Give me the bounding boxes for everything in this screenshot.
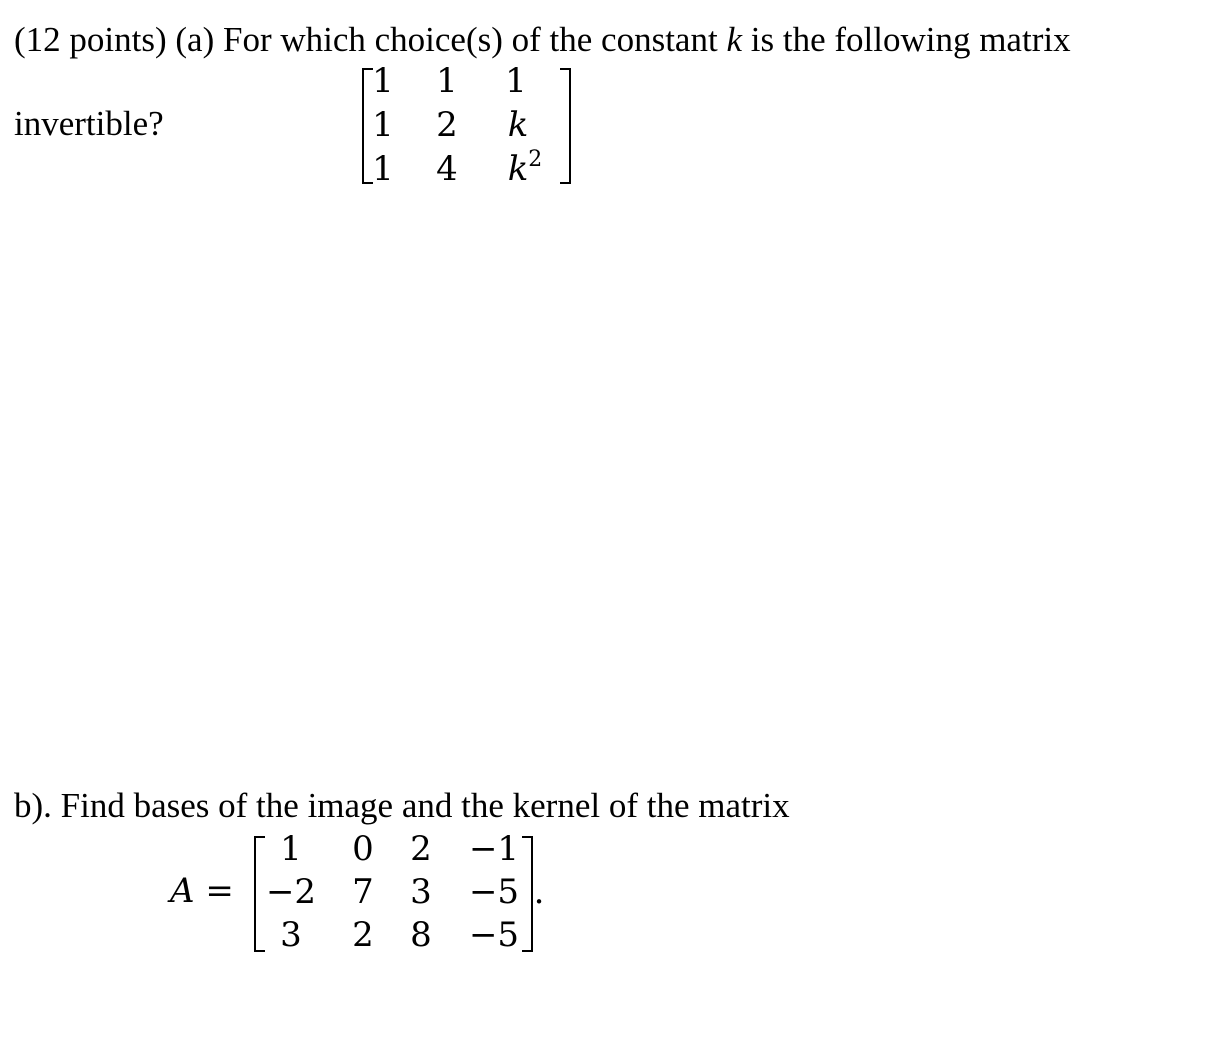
matrix-cell: −1 [468, 829, 520, 869]
matrix-cell: 2 [352, 915, 374, 955]
matrix-cell: 1 [505, 61, 527, 101]
matrix-cell: 7 [352, 872, 374, 912]
matrix-cell: 1 [436, 61, 458, 101]
matrix-cell: 1 [372, 61, 394, 101]
matrix-cell [500, 147, 550, 189]
matrix-cell: 0 [352, 829, 374, 869]
part-a-invertible-label: invertible? [14, 104, 164, 143]
matrix-cell: 1 [372, 149, 394, 189]
matrix-cell: 8 [410, 915, 432, 955]
matrix-cell: −2 [265, 872, 317, 912]
matrix-cell: 2 [410, 829, 432, 869]
part-a-prompt [14, 20, 1071, 60]
matrix-cell: k [507, 105, 529, 145]
part-a-variable-k: k [726, 20, 742, 59]
matrix-a-label-text: A = [170, 871, 234, 911]
matrix-a-label [170, 872, 240, 910]
matrix-cell: 2 [436, 105, 458, 145]
trailing-period: . [533, 872, 545, 912]
part-a-prompt-suffix: is the following matrix [742, 20, 1071, 59]
part-a-prompt-prefix: (12 points) (a) For which choice(s) of the constant [14, 20, 727, 59]
matrix-cell: −5 [468, 915, 520, 955]
matrix-cell: 3 [280, 915, 302, 955]
matrix-cell: −5 [468, 872, 520, 912]
matrix-cell: 4 [436, 149, 458, 189]
matrix-cell: 1 [372, 105, 394, 145]
matrix-cell-base: k [507, 149, 529, 189]
matrix-cell: 1 [280, 829, 302, 869]
matrix-cell: 3 [410, 872, 432, 912]
right-bracket [560, 68, 571, 184]
part-b-prompt: b). Find bases of the image and the kernel of the matrix [14, 786, 790, 825]
matrix-cell-exponent: 2 [528, 147, 543, 172]
